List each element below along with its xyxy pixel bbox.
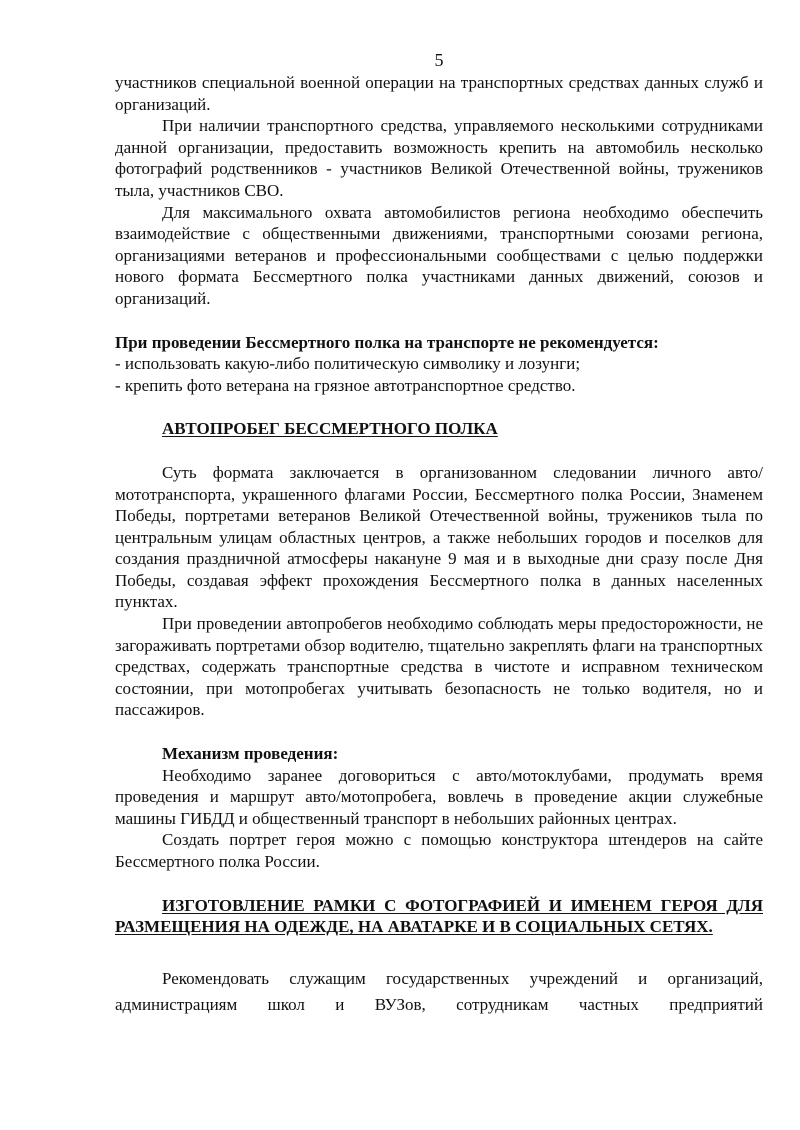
page-number: 5 [434,50,444,70]
not-recommended-item-2: - крепить фото ветерана на грязное автотранспортное средство. [115,375,576,395]
document-page [115,48,763,1018]
paragraph-recommend-employees: Рекомендовать служащим государственных учреждений и организаций, администрациям школ и ВУЗов, сотрудникам частных предприятий [115,968,763,1014]
not-recommended-title: При проведении Бессмертного полка на транспорте не рекомендуется: [115,332,659,352]
paragraph-format-essence: Суть формата заключается в организованном следовании личного авто/мототранспорта, украшенного флагами России, Бессмертного полка России, Знаменем Победы, портретами ветеранов Великой Отечественной войны, тружеников тыла по центральным улицам областных центров, а также небольших городов и поселков для создания праздничной атмосферы накануне 9 мая и в выходные дни сразу после Дня Победы, создавая эффект прохождения Бессмертного полка в данных населенных пунктах. [115,462,763,612]
paragraph-regional-cooperation: Для максимального охвата автомобилистов региона необходимо обеспечить взаимодействие с общественными движениями, транспортными союзами региона, организациями ветеранов и профессиональными сообществами с целью поддержки нового формата Бессмертного полка участниками данных движений, союзов и организаций. [115,202,763,308]
not-recommended-item-1: - использовать какую-либо политическую символику и лозунги; [115,354,581,374]
mechanism-title: Механизм проведения: [162,744,339,764]
paragraph-mechanism: Необходимо заранее договориться с авто/мотоклубами, продумать время проведения и маршрут авто/мотопробега, вовлечь в проведение акции служебные машины ГИБДД и общественный транспорт в небольших районных центрах. [115,765,763,828]
heading-frame-with-photo: ИЗГОТОВЛЕНИЕ РАМКИ С ФОТОГРАФИЕЙ И ИМЕНЕМ ГЕРОЯ ДЛЯ РАЗМЕЩЕНИЯ НА ОДЕЖДЕ, НА АВАТАРКЕ И В СОЦИАЛЬНЫХ СЕТЯХ. [115,895,763,937]
paragraph-portrait-constructor: Создать портрет героя можно с помощью конструктора штендеров на сайте Бессмертного полка России. [115,830,763,871]
heading-autoprobeg: АВТОПРОБЕГ БЕССМЕРТНОГО ПОЛКА [162,419,498,439]
paragraph-continuation: участников специальной военной операции на транспортных средствах данных служб и организаций. [115,73,763,114]
paragraph-multiple-photos: При наличии транспортного средства, управляемого несколькими сотрудниками данной организации, предоставить возможность крепить на автомобиль несколько фотографий родственников - участников Великой Отечественной войны, тружеников тыла, участников СВО. [115,116,763,200]
paragraph-precautions: При проведении автопробегов необходимо соблюдать меры предосторожности, не загораживать портретами обзор водителю, тщательно закреплять флаги на транспортных средствах, содержать транспортные средства в чистоте и исправном техническом состоянии, при мотопробегах учитывать безопасность не только водителя, но и пассажиров. [115,614,763,720]
